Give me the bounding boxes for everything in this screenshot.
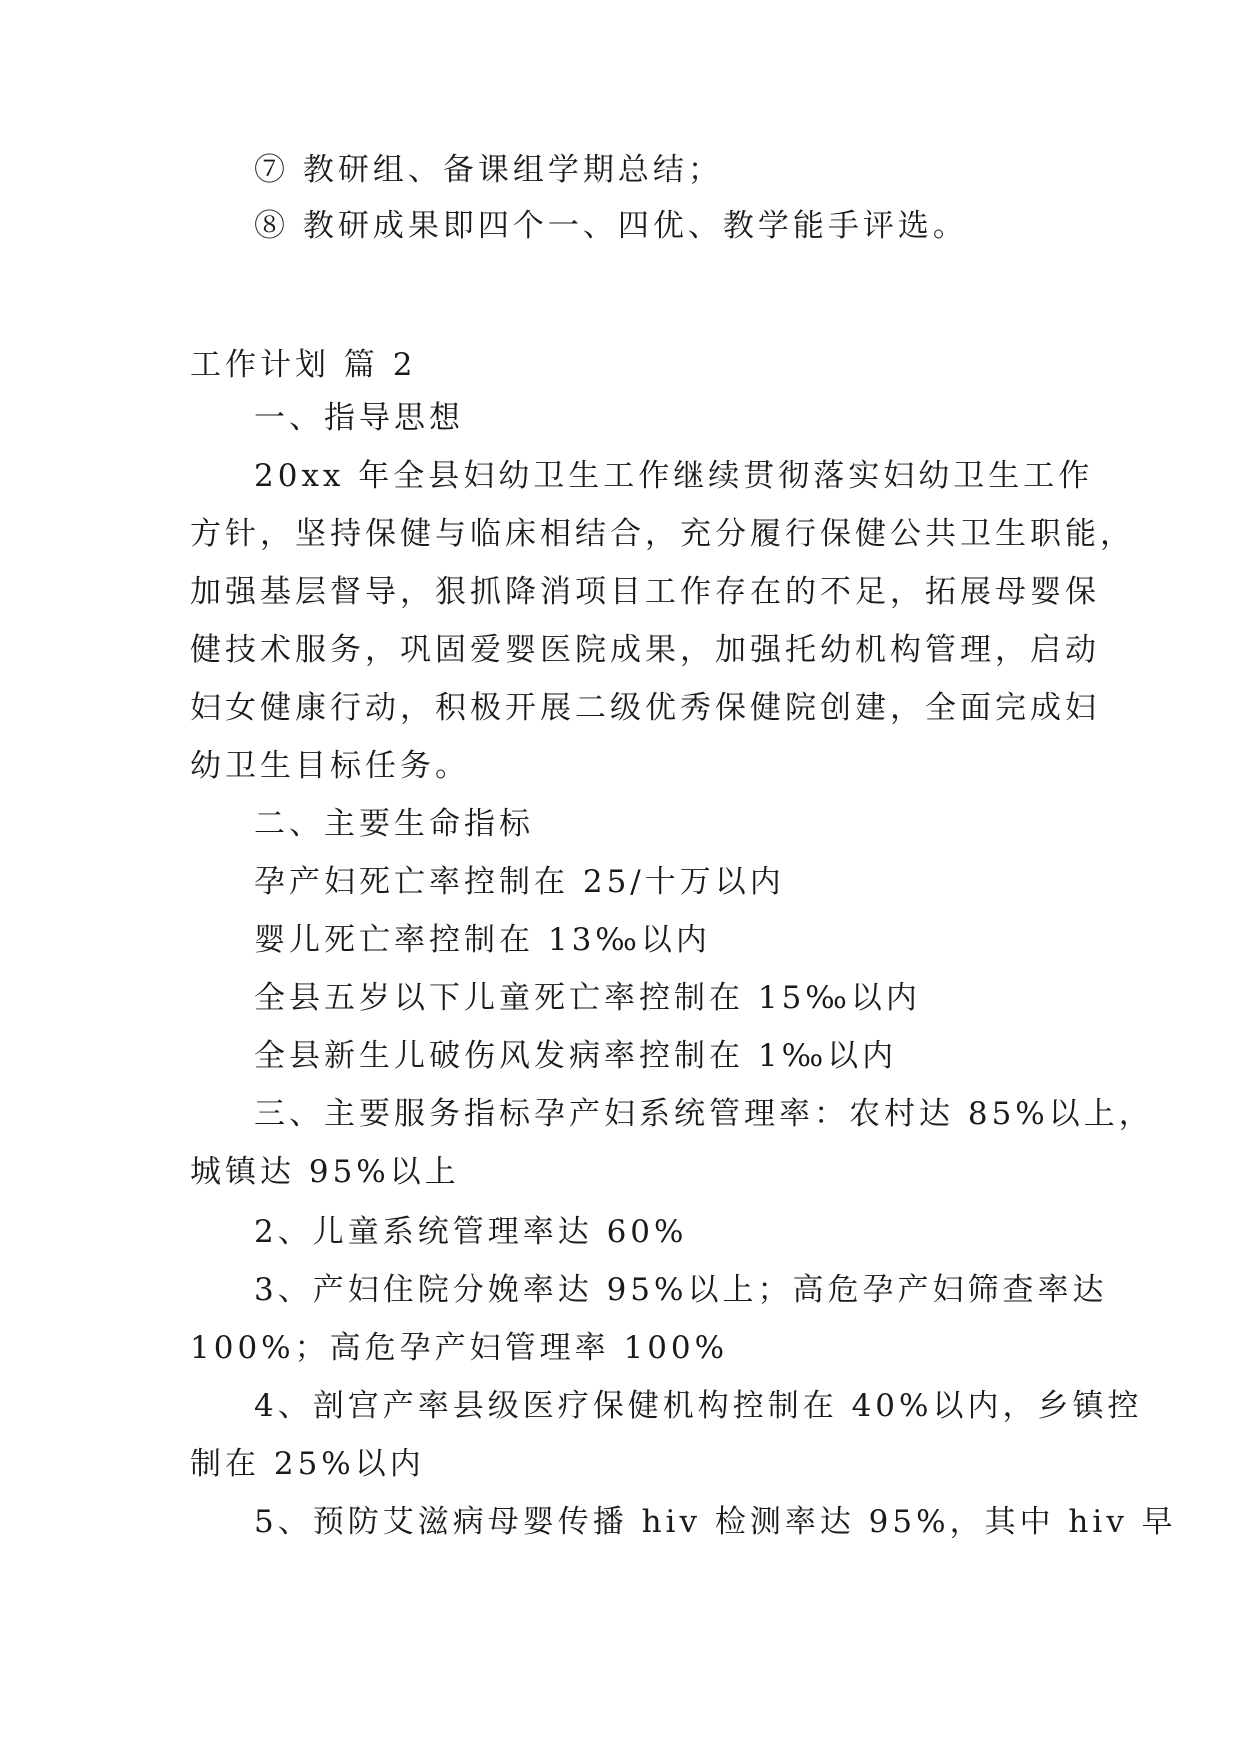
paragraph-line: 2、儿童系统管理率达 60% [254,1214,688,1250]
section-heading: 二、主要生命指标 [254,806,534,842]
paragraph-line: 方针，坚持保健与临床相结合，充分履行保健公共卫生职能， [190,516,1135,552]
list-item: ⑧ 教研成果即四个一、四优、教学能手评选。 [254,208,968,244]
paragraph-line: 20xx 年全县妇幼卫生工作继续贯彻落实妇幼卫生工作 [254,458,1094,494]
paragraph-line: 三、主要服务指标孕产妇系统管理率：农村达 85%以上， [254,1096,1154,1132]
indicator-line: 婴儿死亡率控制在 13‰以内 [254,922,711,958]
paragraph-line: 3、产妇住院分娩率达 95%以上；高危孕产妇筛查率达 [254,1272,1108,1308]
indicator-line: 孕产妇死亡率控制在 25/十万以内 [254,864,785,900]
indicator-line: 全县五岁以下儿童死亡率控制在 15‰以内 [254,980,921,1016]
paragraph-line: 加强基层督导，狠抓降消项目工作存在的不足，拓展母婴保 [190,574,1100,610]
paragraph-line: 4、剖宫产率县级医疗保健机构控制在 40%以内，乡镇控 [254,1388,1143,1424]
list-item: ⑦ 教研组、备课组学期总结； [254,152,723,188]
paragraph-line: 幼卫生目标任务。 [190,748,470,784]
paragraph-line: 妇女健康行动，积极开展二级优秀保健院创建，全面完成妇 [190,690,1100,726]
section-title: 工作计划 篇 2 [190,347,417,383]
paragraph-line: 健技术服务，巩固爱婴医院成果，加强托幼机构管理，启动 [190,632,1100,668]
paragraph-line: 100%；高危孕产妇管理率 100% [190,1330,729,1366]
paragraph-line: 制在 25%以内 [190,1446,425,1482]
section-heading: 一、指导思想 [254,400,464,436]
paragraph-line: 5、预防艾滋病母婴传播 hiv 检测率达 95%，其中 hiv 早 [254,1504,1177,1540]
indicator-line: 全县新生儿破伤风发病率控制在 1‰以内 [254,1038,898,1074]
paragraph-line: 城镇达 95%以上 [190,1154,460,1190]
